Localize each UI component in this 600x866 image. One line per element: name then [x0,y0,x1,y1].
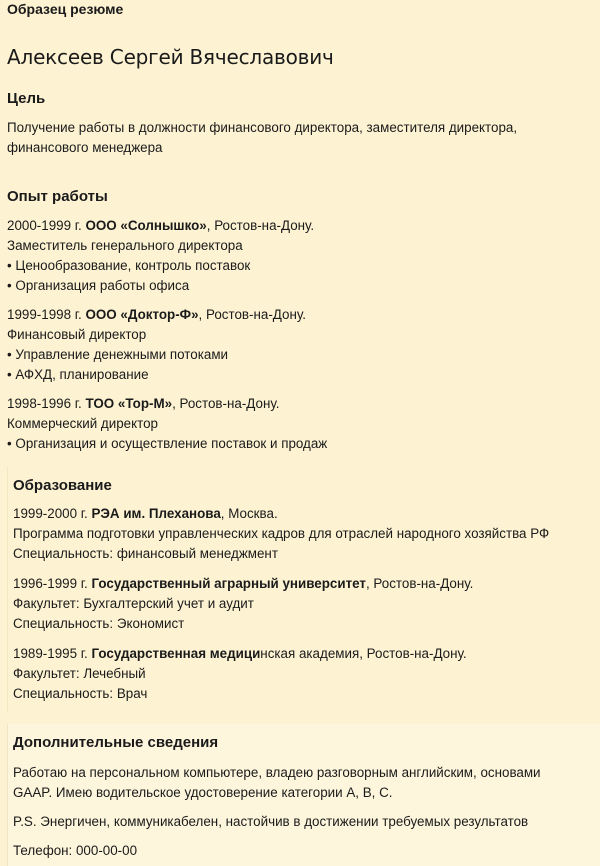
entry-line: • Организация и осуществление поставок и продаж [7,436,328,451]
education-heading: Образование [13,477,112,494]
entry-line: • Управление денежными потоками [7,347,229,362]
entry-org-rest: нская академия [260,646,360,661]
entry-line: • АФХД, планирование [7,367,149,382]
entry-city: , Ростов-на-Дону. [198,307,306,322]
goal-line-1: Получение работы в должности финансового директора, заместителя директора, [7,120,518,135]
experience-entry [7,216,314,296]
education-entry [13,644,467,704]
entry-period: 1999-2000 г. [13,506,88,521]
entry-line: Коммерческий директор [7,416,158,431]
entry-city: , Москва. [220,506,278,521]
goal-line-2: финансового менеджера [7,140,163,155]
education-entry [13,574,473,634]
entry-city: , Ростов-на-Дону. [365,576,474,591]
entry-title [13,504,549,524]
additional-line-1: Работаю на персональном компьютере, владею разговорным английским, основами [13,765,541,780]
experience-entry [7,394,327,454]
goal-heading: Цель [7,90,46,107]
entry-line: Специальность: Врач [13,686,148,701]
experience-entry [7,305,306,385]
entry-period: 1996-1999 г. [13,576,88,591]
candidate-name: Алексеев Сергей Вячеславович [7,45,334,69]
education-entry [13,504,549,564]
entry-period: 1999-1998 г. [7,307,82,322]
entry-line: Факультет: Бухгалтерский учет и аудит [13,596,254,611]
entry-title [7,305,306,325]
entry-line: • Ценообразование, контроль поставок [7,258,251,273]
entry-title [7,216,314,236]
entry-org: ООО «Доктор-Ф» [85,307,199,322]
additional-ps: P.S. Энергичен, коммуникабелен, настойчив в достижении требуемых результатов [13,814,529,829]
entry-org: Государственная медици [91,646,261,661]
entry-org: ООО «Солнышко» [85,218,207,233]
entry-line: Финансовый директор [7,327,147,342]
entry-title [7,394,327,414]
entry-period: 2000-1999 г. [7,218,82,233]
entry-org: ТОО «Тор-М» [85,396,173,411]
entry-line: Программа подготовки управленческих кадров для отраслей народного хозяйства РФ [13,526,550,541]
entry-line: Факультет: Лечебный [13,666,146,681]
additional-phone: Телефон: 000-00-00 [13,843,138,858]
entry-city: , Ростов-на-Дону. [206,218,315,233]
entry-title [13,574,473,594]
entry-period: 1989-1995 г. [13,646,88,661]
experience-heading: Опыт работы [7,188,108,205]
entry-line: • Организация работы офиса [7,278,190,293]
additional-line-2: GAAP. Имею водительское удостоверение категории А, В, С. [13,785,393,800]
document-label: Образец резюме [7,1,124,17]
additional-heading: Дополнительные сведения [13,734,219,751]
entry-org: Государственный аграрный университет [91,576,366,591]
entry-org: РЭА им. Плеханова [91,506,221,521]
entry-line: Заместитель генерального директора [7,238,243,253]
entry-city: , Ростов-на-Дону. [172,396,280,411]
entry-city: , Ростов-на-Дону. [359,646,467,661]
entry-period: 1998-1996 г. [7,396,82,411]
entry-line: Специальность: финансовый менеджмент [13,546,278,561]
entry-line: Специальность: Экономист [13,616,185,631]
entry-title [13,644,467,664]
